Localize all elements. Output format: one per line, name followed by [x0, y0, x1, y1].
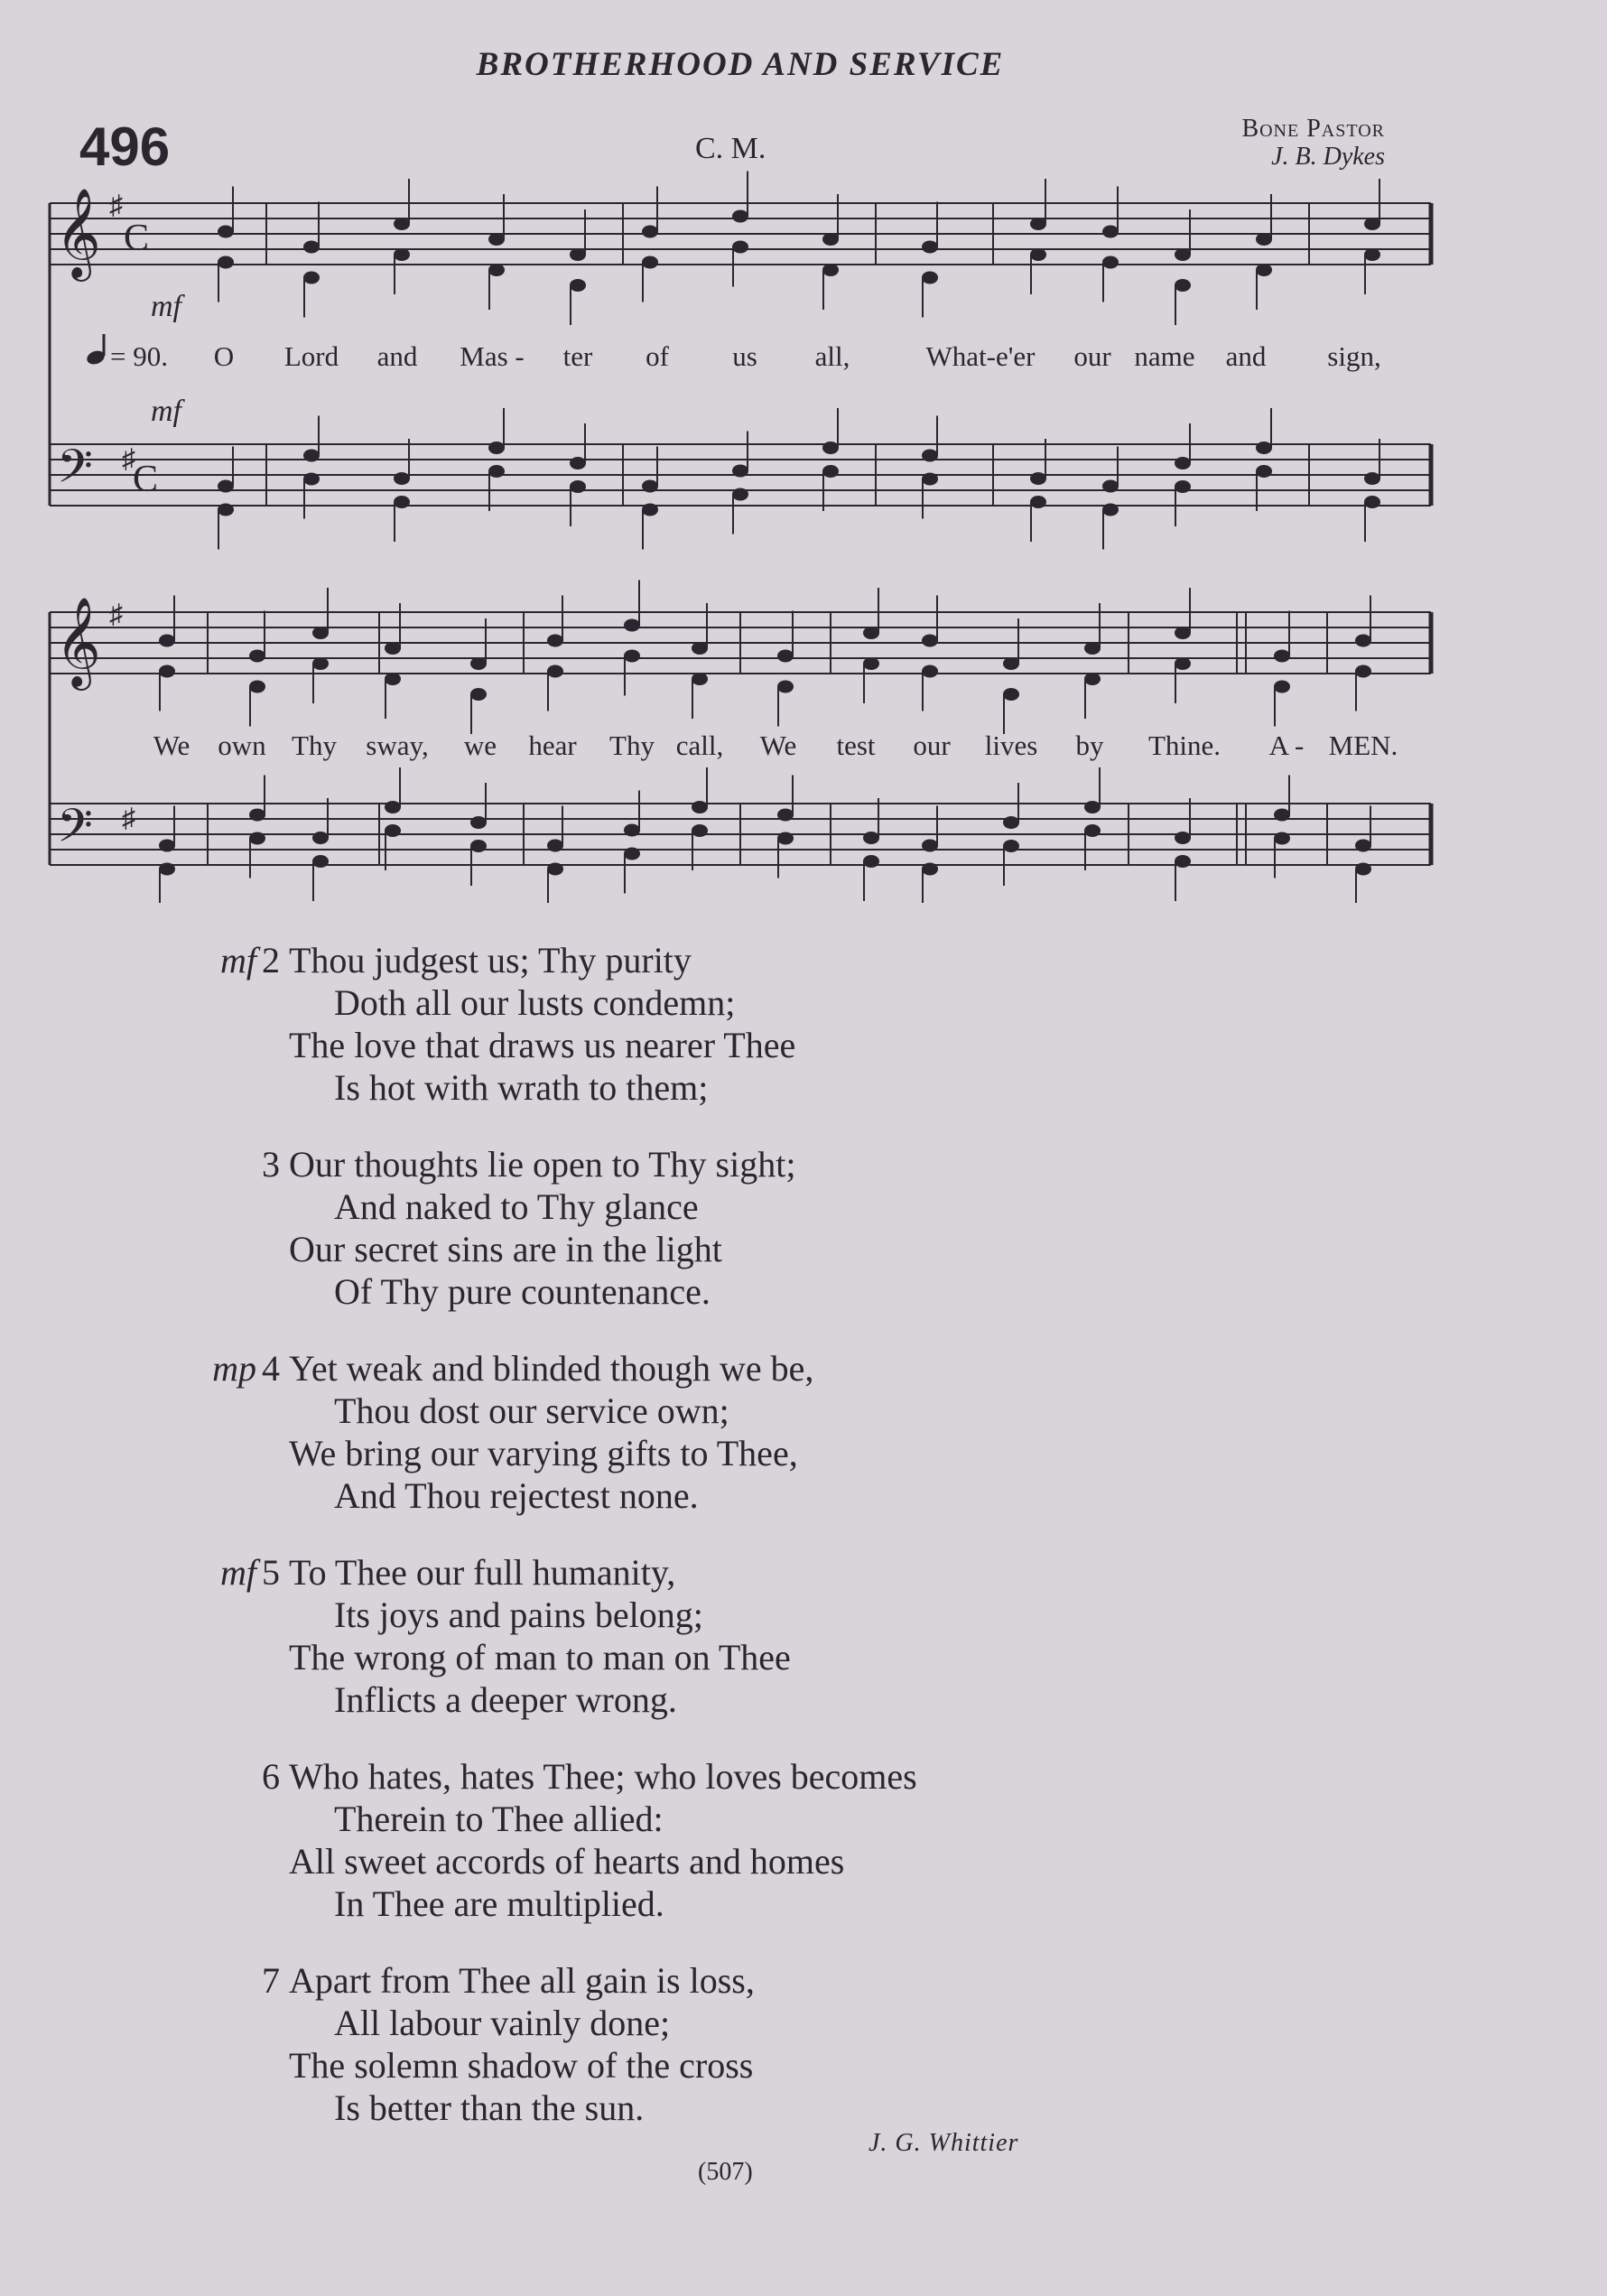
note-head — [470, 657, 487, 670]
verse-text: And naked to Thy glance — [334, 1186, 699, 1227]
verse-text: Yet weak and blinded though we be, — [289, 1348, 814, 1389]
note-head — [1175, 627, 1191, 639]
verse-text: Inflicts a deeper wrong. — [334, 1679, 677, 1720]
verse-text: And Thou rejectest none. — [334, 1475, 699, 1516]
lyric-syllable: We — [153, 730, 190, 761]
notes — [159, 172, 1380, 904]
note-head — [922, 450, 938, 462]
lyric-syllable: Mas - — [460, 340, 525, 372]
verse — [220, 939, 917, 1109]
note-head — [1084, 642, 1101, 655]
verse-text: The solemn shadow of the cross — [289, 2045, 754, 2086]
note-head — [692, 801, 708, 813]
note-head — [1364, 496, 1380, 508]
note-head — [922, 840, 938, 852]
tempo-mark — [85, 334, 168, 372]
note-head — [1256, 264, 1272, 276]
note-head — [1030, 496, 1046, 508]
note-head — [1364, 248, 1380, 261]
note-head — [249, 650, 265, 663]
hymn-number: 496 — [79, 116, 171, 177]
note-head — [1175, 832, 1191, 844]
note-head — [922, 272, 938, 284]
lyric-syllable: test — [836, 730, 876, 761]
note-head — [488, 233, 505, 246]
verse-text: The love that draws us nearer Thee — [289, 1025, 796, 1065]
note-head — [1364, 218, 1380, 230]
clefs — [55, 189, 158, 863]
verse-line — [289, 1474, 917, 1517]
tune-name: Bone Pastor — [1241, 115, 1385, 143]
treble-clef-icon: 𝄞 — [55, 599, 101, 685]
staff-lines — [50, 203, 1431, 865]
note-head — [863, 657, 879, 670]
lyric-syllable: of — [646, 340, 669, 372]
note-head — [394, 218, 410, 230]
verse — [212, 1347, 917, 1517]
note-head — [1274, 681, 1290, 693]
lyric-syllable: ter — [562, 340, 593, 372]
note-head — [470, 816, 487, 829]
lyric-syllable: We — [759, 730, 797, 761]
note-head — [1175, 855, 1191, 868]
note-head — [303, 473, 320, 486]
bass-clef-icon: 𝄢 — [57, 442, 93, 504]
verse-dynamic: mf — [220, 940, 256, 981]
verse-text: Its joys and pains belong; — [334, 1594, 703, 1635]
verse-line — [289, 2044, 917, 2087]
note-head — [692, 673, 708, 685]
note-head — [624, 650, 640, 663]
note-head — [863, 627, 879, 639]
dynamic-bass: mf — [151, 395, 181, 428]
lyric-syllable: us — [732, 340, 757, 372]
verse-text: Is hot with wrath to them; — [334, 1067, 709, 1108]
verse-line — [289, 2002, 917, 2044]
note-head — [249, 681, 265, 693]
note-head — [1003, 688, 1019, 701]
key-signature-icon: ♯ — [122, 444, 135, 474]
note-head — [249, 832, 265, 845]
note-head — [394, 248, 410, 261]
verse-text: All labour vainly done; — [334, 2003, 671, 2043]
verse-line: 7 Apart from Thee all gain is loss, — [262, 1960, 755, 2001]
verse-line — [289, 1882, 917, 1925]
note-head — [732, 241, 748, 254]
note-head — [303, 272, 320, 284]
lyric-syllable: What-e'er — [925, 340, 1036, 372]
verse-text: Is better than the sun. — [334, 2087, 645, 2128]
note-head — [385, 673, 401, 685]
verse-line — [289, 1798, 917, 1840]
note-head — [1030, 218, 1046, 230]
note-head — [1274, 809, 1290, 822]
note-head — [642, 226, 658, 238]
verse-text: Of Thy pure countenance. — [334, 1271, 711, 1312]
lyric-syllable: our — [913, 730, 951, 761]
note-head — [394, 472, 410, 485]
lyric-syllable: MEN. — [1328, 730, 1398, 761]
verse-text: Apart from Thee all gain is loss, — [289, 1960, 755, 2001]
note-head — [570, 457, 586, 469]
lyric-syllable: Thy — [609, 730, 655, 761]
verse-dynamic: mp — [212, 1348, 256, 1389]
verse-text: In Thee are multiplied. — [334, 1883, 664, 1924]
note-head — [642, 256, 658, 269]
note-head — [777, 809, 794, 822]
note-head — [159, 665, 175, 678]
verse-line — [289, 1228, 917, 1270]
key-signature-icon: ♯ — [109, 191, 123, 220]
note-head — [249, 809, 265, 822]
verse-text: Who hates, hates Thee; who loves becomes — [289, 1756, 917, 1797]
lyric-syllable: own — [218, 730, 266, 761]
note-head — [385, 642, 401, 655]
verse-line — [289, 1678, 917, 1721]
note-head — [159, 840, 175, 852]
lyric-syllable: sign, — [1327, 340, 1381, 372]
note-head — [822, 233, 839, 246]
note-head — [1102, 256, 1119, 269]
treble-clef-icon: 𝄞 — [55, 190, 101, 276]
note-head — [642, 504, 658, 516]
note-head — [922, 665, 938, 678]
verse — [262, 1959, 917, 2129]
note-head — [822, 465, 839, 478]
note-head — [1003, 840, 1019, 852]
note-head — [312, 832, 329, 844]
note-head — [1030, 472, 1046, 485]
verse — [220, 1551, 917, 1721]
lyric-syllable: Lord — [283, 340, 339, 372]
note-head — [1256, 233, 1272, 246]
verse-text: Doth all our lusts condemn; — [334, 982, 736, 1023]
note-head — [488, 264, 505, 276]
lyric-syllable: hear — [528, 730, 577, 761]
verse-line — [289, 981, 917, 1024]
composer-name: J. B. Dykes — [1271, 142, 1385, 171]
lyric-syllable: all, — [814, 340, 850, 372]
author: J. G. Whittier — [869, 2129, 1019, 2157]
note-head — [547, 635, 563, 647]
lyric-syllable: sway, — [366, 730, 429, 761]
note-head — [1355, 635, 1371, 647]
verse-dynamic: mf — [220, 1552, 256, 1593]
note-head — [1084, 824, 1101, 837]
note-head — [922, 863, 938, 876]
note-head — [1175, 657, 1191, 670]
note-head — [624, 824, 640, 837]
note-head — [312, 657, 329, 670]
verse-line: 6 Who hates, hates Thee; who loves becomes — [262, 1756, 917, 1797]
note-head — [922, 635, 938, 647]
note-head — [547, 863, 563, 876]
note-head — [394, 496, 410, 508]
verse-line — [289, 1270, 917, 1313]
note-head — [570, 279, 586, 292]
verse-line: 4 Yet weak and blinded though we be, — [262, 1348, 814, 1389]
verse-text: Thou dost our service own; — [334, 1390, 729, 1431]
note-head — [922, 473, 938, 486]
verse — [262, 1143, 917, 1313]
note-head — [1274, 650, 1290, 663]
note-head — [1175, 480, 1191, 493]
note-head — [218, 480, 234, 493]
note-head — [822, 442, 839, 454]
verse-line: 3 Our thoughts lie open to Thy sight; — [262, 1144, 796, 1185]
note-head — [1003, 816, 1019, 829]
note-head — [159, 635, 175, 647]
note-head — [312, 627, 329, 639]
note-head — [1256, 465, 1272, 478]
note-head — [777, 681, 794, 693]
verse-text: Thou judgest us; Thy purity — [289, 940, 692, 981]
note-head — [547, 840, 563, 852]
verse-text: Our secret sins are in the light — [289, 1229, 722, 1269]
verse-line — [289, 2087, 917, 2129]
dynamic-treble: mf — [151, 290, 181, 323]
note-head — [218, 226, 234, 238]
lyric-syllable: by — [1075, 730, 1104, 761]
note-head — [1102, 480, 1119, 493]
verse-text: We bring our varying gifts to Thee, — [289, 1433, 798, 1473]
note-head — [303, 241, 320, 254]
note-head — [732, 465, 748, 478]
note-head — [303, 450, 320, 462]
note-head — [570, 480, 586, 493]
note-head — [777, 650, 794, 663]
verse-text: To Thee our full humanity, — [289, 1552, 676, 1593]
note-head — [159, 863, 175, 876]
note-head — [1030, 248, 1046, 261]
note-head — [1003, 657, 1019, 670]
note-head — [1175, 248, 1191, 261]
note-head — [732, 210, 748, 223]
note-head — [547, 665, 563, 678]
verse-line — [289, 1185, 917, 1228]
verse-line — [289, 1024, 917, 1066]
lyric-syllable: call, — [675, 730, 724, 761]
note-head — [624, 848, 640, 860]
note-head — [570, 248, 586, 261]
verse-text: All sweet accords of hearts and homes — [289, 1841, 845, 1882]
hymn-meter: C. M. — [695, 132, 766, 165]
lyric-syllable: name — [1134, 340, 1195, 372]
verses — [212, 939, 917, 2163]
note-head — [385, 801, 401, 813]
verse-line — [289, 1432, 917, 1474]
note-head — [1084, 801, 1101, 813]
note-head — [1084, 673, 1101, 685]
verse-line: 5 To Thee our full humanity, — [262, 1552, 676, 1593]
key-signature-icon: ♯ — [109, 600, 123, 629]
verse-text: The wrong of man to man on Thee — [289, 1637, 791, 1678]
lyric-syllable: our — [1073, 340, 1111, 372]
verse-line — [289, 1594, 917, 1636]
note-head — [1355, 840, 1371, 852]
lyric-syllable: lives — [984, 730, 1038, 761]
lyric-syllable: and — [376, 340, 418, 372]
note-head — [312, 855, 329, 868]
note-head — [488, 442, 505, 454]
lyric-syllable: we — [463, 730, 497, 761]
note-head — [624, 619, 640, 632]
common-time-icon: C — [124, 218, 150, 259]
note-head — [863, 832, 879, 844]
music-score — [0, 0, 1607, 903]
note-head — [385, 824, 401, 837]
verse-text: Our thoughts lie open to Thy sight; — [289, 1144, 796, 1185]
note-head — [1256, 442, 1272, 454]
note-head — [863, 855, 879, 868]
verse-line — [289, 1066, 917, 1109]
note-head — [470, 840, 487, 852]
lyrics-line-2 — [153, 730, 1398, 761]
note-head — [692, 824, 708, 837]
verse-text: Therein to Thee allied: — [334, 1799, 664, 1839]
note-head — [1355, 665, 1371, 678]
note-head — [1175, 279, 1191, 292]
lyric-syllable: and — [1225, 340, 1267, 372]
verse-line — [289, 1390, 917, 1432]
key-signature-icon: ♯ — [122, 804, 135, 833]
verse-line — [289, 1840, 917, 1882]
bass-clef-icon: 𝄢 — [57, 802, 93, 863]
note-head — [732, 488, 748, 501]
note-head — [1102, 226, 1119, 238]
verse-line: 2 Thou judgest us; Thy purity — [262, 940, 692, 981]
lyric-syllable: Thine. — [1147, 730, 1222, 761]
note-head — [1175, 457, 1191, 469]
note-head — [470, 688, 487, 701]
tempo-text: = 90. — [110, 340, 168, 372]
lyric-syllable: O — [213, 340, 235, 372]
lyric-syllable: A - — [1268, 730, 1305, 761]
note-head — [777, 832, 794, 845]
verse — [262, 1755, 917, 1925]
note-head — [1355, 863, 1371, 876]
note-head — [218, 504, 234, 516]
note-head — [1102, 504, 1119, 516]
lyrics-line-1 — [214, 340, 1381, 372]
verse-line — [289, 1636, 917, 1678]
section-title: BROTHERHOOD AND SERVICE — [476, 46, 1005, 83]
note-head — [922, 241, 938, 254]
note-head — [488, 465, 505, 478]
page-number: (507) — [698, 2158, 753, 2186]
note-head — [1364, 472, 1380, 485]
common-time-icon: C — [133, 459, 159, 500]
lyric-syllable: Thy — [292, 730, 337, 761]
note-head — [642, 480, 658, 493]
note-head — [218, 256, 234, 269]
note-head — [692, 642, 708, 655]
note-head — [822, 264, 839, 276]
note-head — [1274, 832, 1290, 845]
